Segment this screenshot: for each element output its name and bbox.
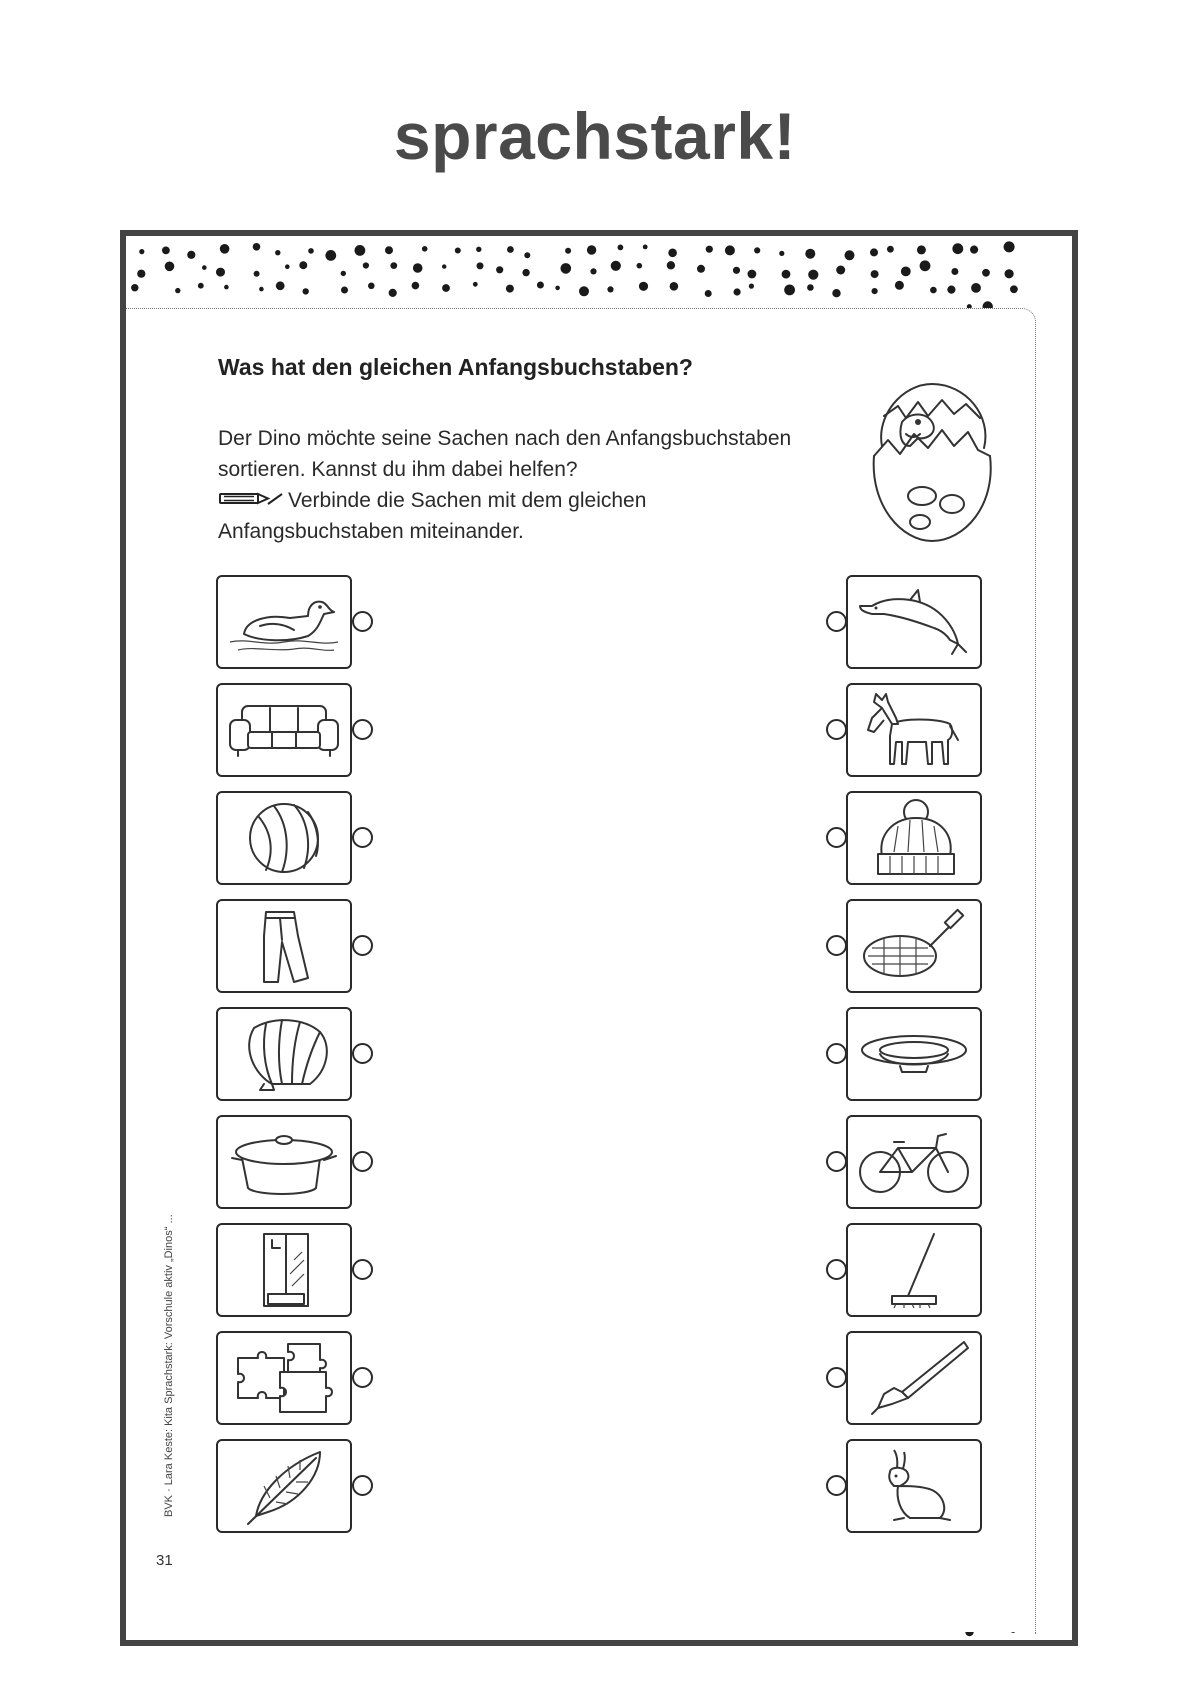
- decor-dot: [139, 249, 144, 254]
- decor-dot: [422, 246, 428, 252]
- left-card-3: [216, 791, 352, 885]
- decor-dot: [725, 245, 735, 255]
- decor-dot: [887, 246, 894, 253]
- decor-dot: [587, 245, 596, 254]
- decor-dot: [590, 268, 596, 274]
- decor-dot: [579, 286, 589, 296]
- decor-dot: [1005, 269, 1014, 278]
- decor-dot: [734, 288, 741, 295]
- decor-dot: [303, 288, 309, 294]
- right-connect-dot-6[interactable]: [826, 1151, 847, 1172]
- right-card-2: [846, 683, 982, 777]
- decor-dot: [253, 243, 261, 251]
- decor-dot: [412, 282, 420, 290]
- left-card-9: [216, 1439, 352, 1533]
- left-card-8: [216, 1331, 352, 1425]
- decor-dot: [832, 289, 840, 297]
- left-card-6: [216, 1115, 352, 1209]
- left-connect-dot-4[interactable]: [352, 935, 373, 956]
- right-card-4: [846, 899, 982, 993]
- trousers-icon: [224, 906, 344, 986]
- decor-dot: [220, 244, 230, 254]
- left-connect-dot-9[interactable]: [352, 1475, 373, 1496]
- left-card-5: [216, 1007, 352, 1101]
- decor-dot: [607, 286, 613, 292]
- task-text-1: Verbinde die Sachen mit dem gleichen: [288, 489, 647, 512]
- decor-dot: [368, 283, 375, 290]
- decor-dot: [917, 245, 926, 254]
- decor-dot: [202, 265, 207, 270]
- side-credit: BVK · Lara Keste: Kita Sprachstark: Vorschule aktiv „Dinos“ ...: [163, 1214, 175, 1517]
- decor-dot: [137, 270, 145, 278]
- decor-dot: [131, 284, 138, 291]
- decor-dot: [522, 269, 529, 276]
- decor-dot: [808, 270, 818, 280]
- right-card-9: [846, 1439, 982, 1533]
- decor-dot: [667, 261, 675, 269]
- sieve-icon: [854, 906, 974, 986]
- feather-icon: [224, 1446, 344, 1526]
- brand-title: sprachstark!: [393, 99, 797, 173]
- pencil-icon: [218, 486, 284, 517]
- left-connect-dot-1[interactable]: [352, 611, 373, 632]
- decor-dot: [165, 262, 175, 272]
- left-card-1: [216, 575, 352, 669]
- decor-dot: [807, 284, 814, 291]
- decor-dot: [259, 287, 264, 292]
- decor-dot: [670, 282, 679, 291]
- decor-dot: [982, 269, 990, 277]
- decor-dot: [299, 261, 307, 269]
- right-connect-dot-3[interactable]: [826, 827, 847, 848]
- decor-dot: [341, 271, 346, 276]
- decor-dot: [385, 246, 393, 254]
- rabbit-icon: [854, 1446, 974, 1526]
- decor-dot: [668, 249, 677, 258]
- puzzle-icon: [224, 1338, 344, 1418]
- right-card-6: [846, 1115, 982, 1209]
- decor-dot: [162, 247, 170, 255]
- decor-dot: [473, 282, 478, 287]
- decor-dot: [254, 271, 260, 277]
- wool-hat-icon: [854, 798, 974, 878]
- task-line-1: [218, 485, 858, 517]
- decor-dot: [895, 281, 904, 290]
- decor-dot: [561, 263, 572, 274]
- right-card-8: [846, 1331, 982, 1425]
- mop-icon: [854, 1230, 974, 1310]
- left-connect-dot-2[interactable]: [352, 719, 373, 740]
- decor-dot: [524, 252, 530, 258]
- shell-icon: [224, 1014, 344, 1094]
- decor-dot: [1004, 241, 1015, 252]
- left-connect-dot-3[interactable]: [352, 827, 373, 848]
- right-connect-dot-8[interactable]: [826, 1367, 847, 1388]
- decor-dot: [325, 250, 336, 261]
- decor-dot: [951, 268, 958, 275]
- decor-dot: [733, 267, 740, 274]
- left-connect-dot-7[interactable]: [352, 1259, 373, 1280]
- donkey-icon: [854, 690, 974, 770]
- decor-dot: [871, 270, 879, 278]
- decor-dot: [901, 267, 911, 277]
- decor-dot: [947, 286, 955, 294]
- decor-dot: [413, 263, 423, 273]
- decor-dot: [618, 245, 624, 251]
- right-connect-dot-1[interactable]: [826, 611, 847, 632]
- decor-dot: [506, 285, 514, 293]
- decor-dot: [285, 264, 290, 269]
- left-card-7: [216, 1223, 352, 1317]
- decor-dot: [836, 266, 845, 275]
- decor-dot: [782, 270, 791, 279]
- bicycle-icon: [854, 1122, 974, 1202]
- right-card-5: [846, 1007, 982, 1101]
- left-connect-dot-5[interactable]: [352, 1043, 373, 1064]
- right-connect-dot-9[interactable]: [826, 1475, 847, 1496]
- decor-dot: [872, 288, 878, 294]
- decor-dot: [363, 262, 369, 268]
- decor-dot: [555, 286, 560, 291]
- decor-dot: [870, 248, 878, 256]
- decor-dot: [639, 282, 648, 291]
- decor-dot: [637, 263, 643, 269]
- right-connect-dot-5[interactable]: [826, 1043, 847, 1064]
- left-connect-dot-6[interactable]: [352, 1151, 373, 1172]
- shower-icon: [224, 1230, 344, 1310]
- decor-dot: [442, 284, 450, 292]
- decor-dot: [643, 245, 648, 250]
- plate-icon: [854, 1014, 974, 1094]
- decor-dot: [224, 285, 229, 290]
- right-card-1: [846, 575, 982, 669]
- decor-dot: [754, 247, 760, 253]
- decor-dot: [805, 249, 815, 259]
- decor-dot: [971, 283, 981, 293]
- decor-dot: [537, 282, 544, 289]
- decor-dot: [930, 287, 937, 294]
- instruction-line-1: Der Dino möchte seine Sachen nach den Anfangsbuchstaben: [218, 427, 792, 450]
- decor-dot: [611, 261, 621, 271]
- decor-dot: [1010, 285, 1018, 293]
- decor-dot: [749, 284, 754, 289]
- ball-icon: [224, 798, 344, 878]
- right-connect-dot-4[interactable]: [826, 935, 847, 956]
- right-card-7: [846, 1223, 982, 1317]
- decor-dot: [477, 262, 484, 269]
- right-connect-dot-2[interactable]: [826, 719, 847, 740]
- decor-dot: [779, 251, 784, 256]
- left-connect-dot-8[interactable]: [352, 1367, 373, 1388]
- decor-dot: [952, 243, 963, 254]
- task-line-2: Anfangsbuchstaben miteinander.: [218, 520, 524, 543]
- paintbrush-icon: [854, 1338, 974, 1418]
- sofa-icon: [224, 690, 344, 770]
- decor-dot: [455, 248, 461, 254]
- decor-dot: [970, 246, 978, 254]
- right-card-3: [846, 791, 982, 885]
- dino-in-egg-icon: [862, 376, 1002, 551]
- decor-dot: [389, 289, 397, 297]
- decor-dot: [187, 251, 195, 259]
- decor-dot: [175, 288, 180, 293]
- decor-dot: [697, 265, 705, 273]
- dolphin-icon: [854, 582, 974, 662]
- decor-dot: [920, 260, 931, 271]
- decor-dot: [308, 248, 314, 254]
- decor-dot: [784, 285, 795, 296]
- decor-dot: [705, 290, 712, 297]
- decor-dot: [341, 287, 348, 294]
- decor-dot: [496, 266, 503, 273]
- right-connect-dot-7[interactable]: [826, 1259, 847, 1280]
- decor-dot: [476, 247, 481, 252]
- decor-dot: [390, 262, 397, 269]
- decor-dot: [845, 250, 855, 260]
- decor-dot: [275, 250, 280, 255]
- decor-dot: [276, 281, 285, 290]
- pot-icon: [224, 1122, 344, 1202]
- worksheet-heading: Was hat den gleichen Anfangsbuchstaben?: [218, 354, 693, 380]
- instruction-line-2: sortieren. Kannst du ihm dabei helfen?: [218, 458, 578, 481]
- decor-dot: [748, 270, 757, 279]
- decor-dot: [706, 246, 713, 253]
- decor-dot: [198, 283, 204, 289]
- decor-dot: [565, 248, 571, 254]
- decor-dot: [216, 268, 225, 277]
- decor-dot: [442, 264, 446, 268]
- decor-dot: [507, 246, 514, 253]
- page-number: 31: [156, 1552, 173, 1569]
- duck-icon: [224, 582, 344, 662]
- left-card-2: [216, 683, 352, 777]
- decor-dot: [355, 245, 366, 256]
- left-card-4: [216, 899, 352, 993]
